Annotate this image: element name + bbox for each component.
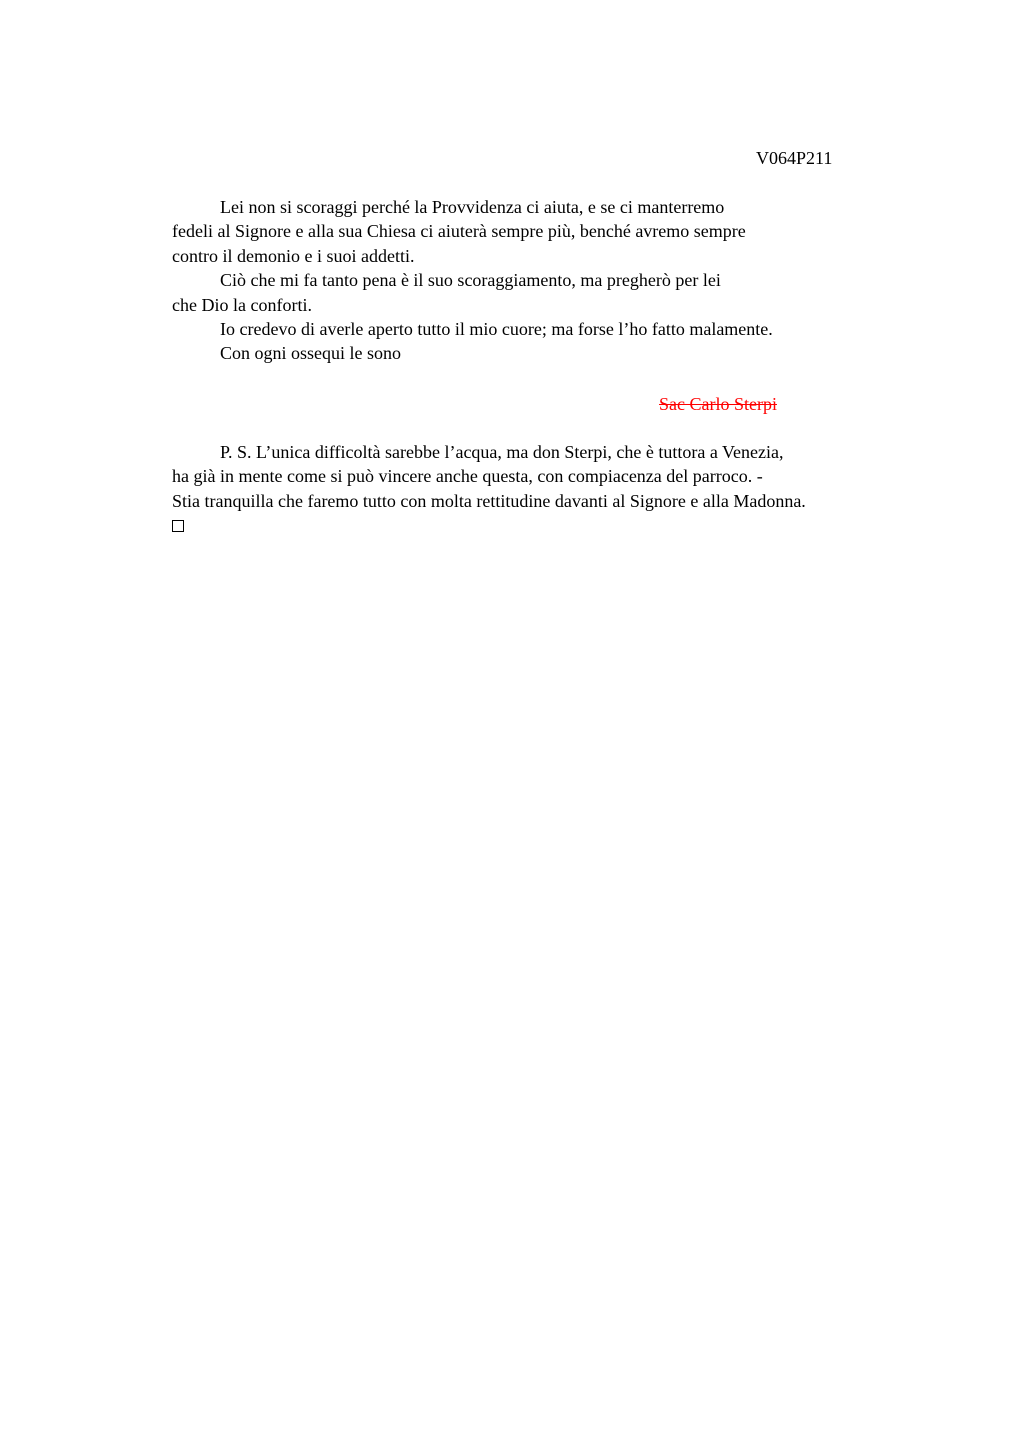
page-reference: V064P211 <box>756 148 833 168</box>
postscript-line: ha già in mente come si può vincere anche questa, con compiacenza del parroco. - <box>172 466 763 487</box>
paragraph-line: Ciò che mi fa tanto pena è il suo scoraggiamento, ma pregherò per lei <box>220 270 721 291</box>
empty-square-icon <box>172 520 184 532</box>
postscript-line: Stia tranquilla che faremo tutto con molta rettitudine davanti al Signore e alla Madonna. <box>172 490 806 511</box>
signature: Sac Carlo Sterpi <box>659 394 777 414</box>
paragraph-line: fedeli al Signore e alla sua Chiesa ci aiuterà sempre più, benché avremo sempre <box>172 221 746 242</box>
paragraph-line: Io credevo di averle aperto tutto il mio cuore; ma forse l’ho fatto malamente. <box>220 318 773 339</box>
paragraph-line: che Dio la conforti. <box>172 294 312 315</box>
paragraph-line: Lei non si scoraggi perché la Provvidenza ci aiuta, e se ci manterremo <box>220 197 725 217</box>
postscript <box>172 440 912 539</box>
letter-body <box>172 195 912 366</box>
postscript-line: P. S. L’unica difficoltà sarebbe l’acqua, ma don Sterpi, che è tuttora a Venezia, <box>220 442 784 462</box>
paragraph-line: contro il demonio e i suoi addetti. <box>172 245 415 266</box>
closing-line: Con ogni ossequi le sono <box>220 343 402 364</box>
